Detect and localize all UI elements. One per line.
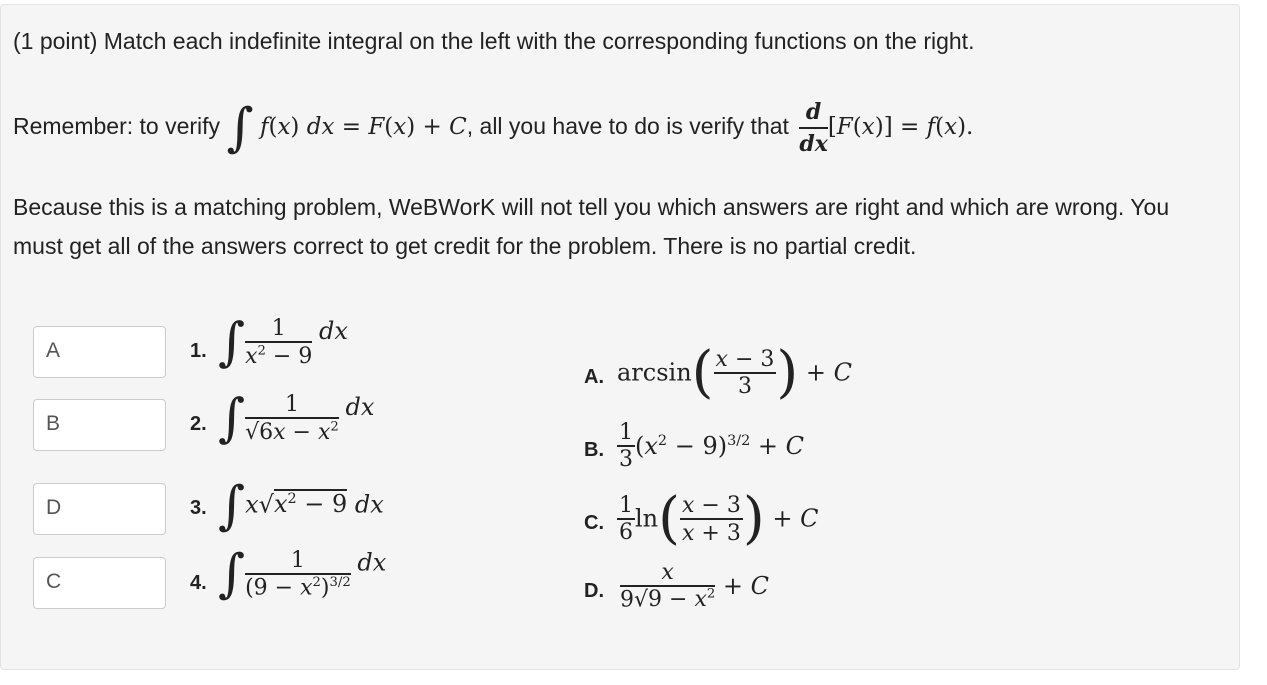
function-label-d: D. [584,580,604,602]
remember-middle: , all you have to do is verify that [466,113,789,140]
integral-4: ∫ $\frac{1}{(9 - x^2)^{3/2}}$ dx [218,544,387,605]
function-d: $\frac{x}{9√9 - x^2}$ + C [620,560,770,613]
function-a: arcsin( $\frac{x - 3}{3}$ ) + C [617,340,852,405]
integral-3: $\int x√x^2 - 9$ dx [218,476,384,536]
function-c: $\frac{1}{6}$ ln( $\frac{x - 3}{x + 3}$ ) + C [619,486,819,551]
integral-2: ∫ $\frac{1}{√6x - x^2}$ dx [218,388,375,449]
derivative-fraction: $\frac{d}{dx}$ [799,99,828,157]
function-b: $\frac{1}{3}$ $(x^2 - 9)^{3/2} + C$ [619,420,804,472]
answer-select-3[interactable]: D [33,483,166,535]
problem-intro: (1 point) Match each indefinite integral on the left with the corresponding functions on the right. [13,28,975,54]
integral-label-4: 4. [190,572,207,594]
integral-label-1: 1. [190,340,207,362]
answer-select-2[interactable]: B [33,399,166,451]
remember-line: Remember: to verify ∫ f(x) dx = F(x) + C, all you have to do is verify that $\frac{d}{dx}$ [F(x)] = f(x). [13,98,974,158]
integral-label-3: 3. [190,497,207,519]
verify-equation: f [259,114,269,141]
integral-label-2: 2. [190,413,207,435]
matching-note: Because this is a matching problem, WeBWorK will not tell you which answers are right and which are wrong. You must get all of the answers correct to get credit for the problem. There is no partial credit. [13,194,1170,259]
answer-select-1[interactable]: A [33,326,166,378]
remember-prefix: Remember: to verify [13,113,221,140]
integral-1: ∫ $\frac{1}{x^2 - 9}$ dx [218,312,348,373]
integral-sign: ∫ [226,98,254,158]
function-label-b: B. [584,439,604,461]
function-label-a: A. [584,366,604,388]
answer-select-4[interactable]: C [33,557,166,609]
function-label-c: C. [584,512,604,534]
